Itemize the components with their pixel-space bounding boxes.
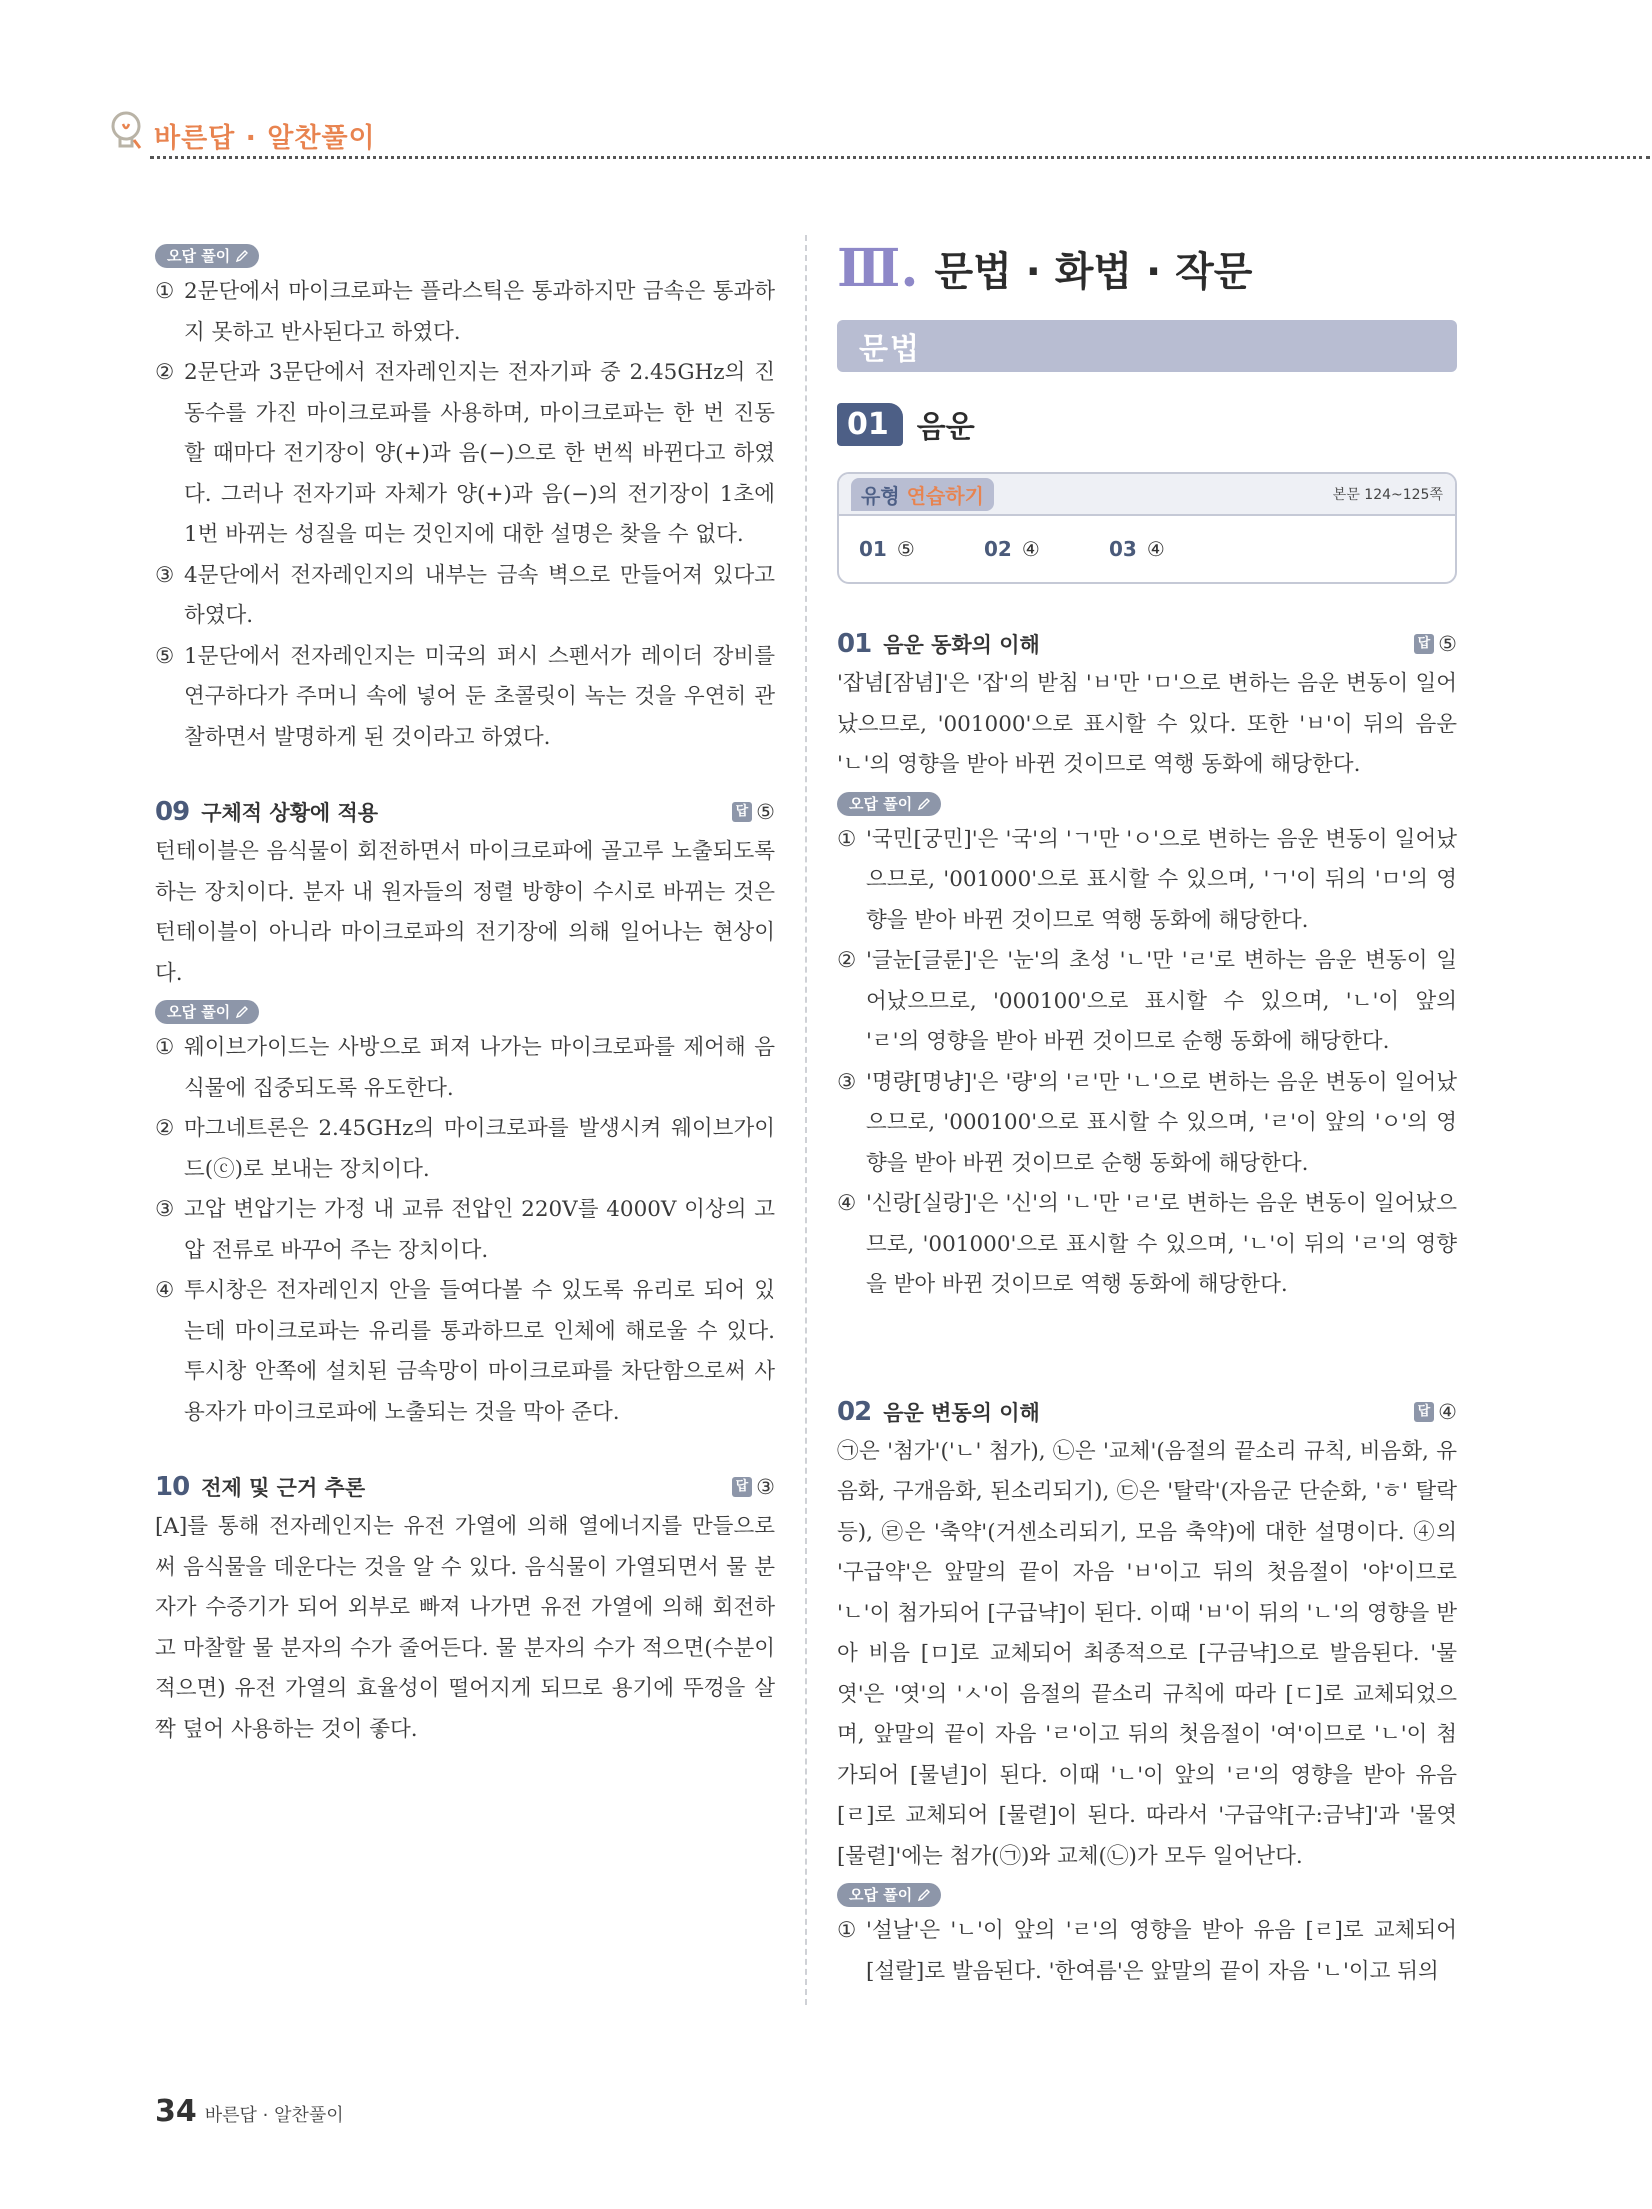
answer-value: ④ (1438, 1399, 1457, 1424)
practice-answer-number: 03 (1109, 537, 1137, 561)
item-text: 1문단에서 전자레인지는 미국의 퍼시 스펜서가 레이더 장비를 연구하다가 주머니 속에 넣어 둔 초콜릿이 녹는 것을 우연히 관찰하면서 발명하게 된 것이라고 하였다. (184, 643, 775, 750)
list-item (837, 1063, 1457, 1185)
header-dotted-rule (150, 156, 1650, 159)
item-number: ① (155, 1035, 175, 1060)
item-number: ③ (837, 1069, 857, 1095)
q09-header (155, 792, 775, 832)
practice-box-header (839, 474, 1455, 516)
question-title: 음운 동화의 이해 (883, 633, 1040, 657)
item-text: '글눈[글룬]'은 '눈'의 초성 'ㄴ'만 'ㄹ'로 변하는 음운 변동이 일어났으므로, '000100'으로 표시할 수 있으며, 'ㄴ'이 앞의 'ㄹ'의 영향을 받아 바뀐 것이므로 순행 동화에 해당한다. (866, 948, 1457, 1054)
item-text: 2문단과 3문단에서 전자레인지는 전자기파 중 2.45GHz의 진동수를 가진 마이크로파를 사용하며, 마이크로파는 한 번 진동할 때마다 전기장이 양(+)과 음(−)으로 한 번씩 바뀐다고 하였다. 그러나 전자기파 자체가 양(+)과 음(−)의 전기장이 1초에 1번 바뀌는 성질을 띠는 것인지에 대한 설명은 찾을 수 없다. (184, 360, 775, 547)
page-footer (155, 2094, 344, 2129)
item-text: 웨이브가이드는 사방으로 퍼져 나가는 마이크로파를 제어해 음식물에 집중되도록 유도한다. (184, 1035, 775, 1101)
section-bar (837, 320, 1457, 372)
item-number: ② (155, 1116, 175, 1141)
answer-mark (1414, 1400, 1457, 1424)
answer-badge: 답 (732, 1477, 753, 1497)
unit-heading (837, 398, 1457, 450)
list-item (155, 353, 775, 556)
practice-label-practice: 연습하기 (906, 483, 984, 508)
answer-mark (732, 1475, 775, 1499)
wrong-answer-text: 오답 풀이 (167, 247, 231, 265)
answer-mark (732, 800, 775, 824)
practice-answer-number: 02 (984, 537, 1012, 561)
answer-mark (1414, 632, 1457, 656)
list-item (837, 820, 1457, 942)
q01-header (837, 624, 1457, 664)
q01-wrong-list (837, 820, 1457, 1306)
page-reference: 본문 124~125쪽 (1332, 487, 1443, 503)
item-number: ③ (155, 1197, 175, 1222)
item-number: ② (155, 360, 175, 385)
page-number: 34 (155, 2094, 197, 2129)
list-item (155, 1109, 775, 1190)
practice-answer (984, 537, 1109, 561)
practice-answer-value: ④ (1146, 537, 1165, 561)
list-item (837, 1911, 1457, 1992)
unit-title: 음운 (916, 410, 975, 445)
lightbulb-icon (110, 110, 146, 154)
question-number: 09 (155, 797, 190, 827)
item-text: 4문단에서 전자레인지의 내부는 금속 벽으로 만들어져 있다고 하였다. (184, 562, 775, 628)
list-item (155, 637, 775, 759)
item-text: '신랑[실랑]'은 '신'의 'ㄴ'만 'ㄹ'로 변하는 음운 변동이 일어났으므로, '001000'으로 표시할 수 있으며, 'ㄴ'이 뒤의 'ㄹ'의 영향을 받아 바뀐 것이므로 역행 동화에 해당한다. (866, 1191, 1457, 1297)
question-number: 10 (155, 1472, 190, 1502)
header-title: 바른답 · 알찬풀이 (154, 123, 376, 154)
question-number: 01 (837, 629, 872, 659)
item-number: ① (837, 826, 857, 852)
question-title: 구체적 상황에 적용 (201, 801, 379, 825)
column-divider (805, 235, 807, 2005)
page-header (110, 110, 1650, 160)
answer-value: ⑤ (756, 800, 775, 824)
answer-value: ③ (756, 1475, 775, 1499)
q09-explanation: 턴테이블은 음식물이 회전하면서 마이크로파에 골고루 노출되도록 하는 장치이다. 분자 내 원자들의 정렬 방향이 수시로 바뀌는 것은 턴테이블이 아니라 마이크로파의 전기장에 의해 일어나는 현상이다. (155, 839, 775, 986)
answer-badge: 답 (732, 802, 753, 822)
wrong-answer-label (837, 1883, 941, 1907)
item-number: ② (837, 948, 857, 973)
practice-answers (839, 516, 1455, 582)
answer-value: ⑤ (1438, 632, 1457, 656)
section-title: 문법 (859, 332, 921, 367)
item-text: 마그네트론은 2.45GHz의 마이크로파를 발생시켜 웨이브가이드(ⓒ)로 보내는 장치이다. (184, 1116, 775, 1182)
right-column (837, 238, 1457, 1992)
practice-answer-value: ⑤ (896, 537, 915, 561)
practice-label-type: 유형 (861, 483, 900, 508)
practice-badge (851, 478, 994, 511)
list-item (155, 1271, 775, 1433)
unit-number: 01 (837, 403, 903, 446)
footer-title: 바른답 · 알찬풀이 (204, 2105, 344, 2126)
question-title: 전제 및 근거 추론 (201, 1476, 366, 1500)
chapter-heading (837, 238, 1457, 298)
wrong-answer-label (155, 1000, 259, 1024)
wrong-answer-text: 오답 풀이 (167, 1003, 231, 1021)
item-number: ④ (837, 1191, 857, 1216)
item-number: ① (837, 1918, 857, 1943)
list-item (155, 1028, 775, 1109)
chapter-number: Ⅲ. (837, 237, 919, 299)
item-number: ① (155, 279, 175, 304)
question-number: 02 (837, 1396, 872, 1427)
list-item (155, 556, 775, 637)
pencil-icon (235, 1005, 249, 1019)
list-item (837, 941, 1457, 1063)
item-text: 고압 변압기는 가정 내 교류 전압인 220V를 4000V 이상의 고압 전류로 바꾸어 주는 장치이다. (184, 1197, 775, 1263)
practice-answer-value: ④ (1021, 537, 1040, 561)
practice-answer-number: 01 (859, 537, 887, 561)
pencil-icon (235, 249, 249, 263)
question-title: 음운 변동의 이해 (883, 1400, 1040, 1425)
item-text: 2문단에서 마이크로파는 플라스틱은 통과하지만 금속은 통과하지 못하고 반사된다고 하였다. (184, 279, 775, 345)
item-text: '국민[궁민]'은 '국'의 'ㄱ'만 'ㅇ'으로 변하는 음운 변동이 일어났으므로, '001000'으로 표시할 수 있으며, 'ㄱ'이 뒤의 'ㅁ'의 영향을 받아 바뀐 것이므로 역행 동화에 해당한다. (866, 826, 1457, 933)
practice-answer (859, 537, 984, 561)
wrong-answer-text: 오답 풀이 (849, 1886, 913, 1904)
list-item (837, 1184, 1457, 1306)
pencil-icon (917, 797, 931, 811)
q10-header (155, 1467, 775, 1507)
chapter-title: 문법 · 화법 · 작문 (934, 248, 1253, 295)
list-item (155, 1190, 775, 1271)
wrong-answer-label (155, 244, 259, 268)
q02-header (837, 1392, 1457, 1432)
q01-explanation: '잡념[잠념]'은 '잡'의 받침 'ㅂ'만 'ㅁ'으로 변하는 음운 변동이 일어났으므로, '001000'으로 표시할 수 있다. 또한 'ㅂ'이 뒤의 음운 'ㄴ'의 영향을 받아 바뀐 것이므로 역행 동화에 해당한다. (837, 671, 1457, 777)
list-item (155, 272, 775, 353)
q02-wrong-list (837, 1911, 1457, 1992)
answer-badge: 답 (1414, 1402, 1435, 1422)
item-text: '설날'은 'ㄴ'이 앞의 'ㄹ'의 영향을 받아 유음 [ㄹ]로 교체되어 [설랄]로 발음된다. '한여름'은 앞말의 끝이 자음 'ㄴ'이고 뒤의 (866, 1918, 1457, 1984)
wrong-answer-text: 오답 풀이 (849, 794, 913, 813)
answer-badge: 답 (1414, 634, 1435, 654)
practice-answer (1109, 537, 1234, 561)
pencil-icon (917, 1888, 931, 1902)
practice-answer-box (837, 472, 1457, 584)
item-number: ④ (155, 1278, 175, 1303)
left-column (155, 238, 775, 1750)
item-number: ⑤ (155, 643, 175, 669)
item-text: 투시창은 전자레인지 안을 들여다볼 수 있도록 유리로 되어 있는데 마이크로파는 유리를 통과하므로 인체에 해로울 수 있다. 투시창 안쪽에 설치된 금속망이 마이크로파를 차단함으로써 사용자가 마이크로파에 노출되는 것을 막아 준다. (184, 1278, 775, 1425)
q08-wrong-list (155, 272, 775, 758)
item-number: ③ (155, 562, 175, 588)
item-text: '명량[명냥]'은 '량'의 'ㄹ'만 'ㄴ'으로 변하는 음운 변동이 일어났으므로, '000100'으로 표시할 수 있으며, 'ㄹ'이 앞의 'ㅇ'의 영향을 받아 바뀐 것이므로 순행 동화에 해당한다. (866, 1069, 1457, 1176)
wrong-answer-label (837, 792, 941, 816)
q10-explanation: [A]를 통해 전자레인지는 유전 가열에 의해 열에너지를 만들으로써 음식물을 데운다는 것을 알 수 있다. 음식물이 가열되면서 물 분자가 수증기가 되어 외부로 빠져 나가면 유전 가열에 의해 회전하고 마찰할 물 분자의 수가 줄어든다. 물 분자의 수가 적으면(수분이 적으면) 유전 가열의 효율성이 떨어지게 되므로 용기에 뚜껑을 살짝 덮어 사용하는 것이 좋다. (155, 1514, 775, 1742)
q02-explanation: ㉠은 '첨가'('ㄴ' 첨가), ㉡은 '교체'(음절의 끝소리 규칙, 비음화, 유음화, 구개음화, 된소리되기), ㉢은 '탈락'(자음군 단순화, 'ㅎ' 탈락 등), ㉣은 '축약'(거센소리되기, 모음 축약)에 대한 설명이다. ④의 '구급약'은 앞말의 끝이 자음 'ㅂ'이고 뒤의 첫음절이 '야'이므로 'ㄴ'이 첨가되어 [구급냑]이 된다. 이때 'ㅂ'이 뒤의 'ㄴ'의 영향을 받아 비음 [ㅁ]로 교체되어 최종적으로 [구금냑]으로 발음된다. '물엿'은 '엿'의 'ㅅ'이 음절의 끝소리 규칙에 따라 [ㄷ]로 교체되었으며, 앞말의 끝이 자음 'ㄹ'이고 뒤의 첫음절이 '여'이므로 'ㄴ'이 첨가되어 [물녇]이 된다. 이때 'ㄴ'이 앞의 'ㄹ'의 영향을 받아 유음 [ㄹ]로 교체되어 [물렫]이 된다. 따라서 '구급약[구:금냑]'과 '물엿[물렫]'에는 첨가(㉠)와 교체(㉡)가 모두 일어난다. (837, 1438, 1457, 1869)
q09-wrong-list (155, 1028, 775, 1433)
